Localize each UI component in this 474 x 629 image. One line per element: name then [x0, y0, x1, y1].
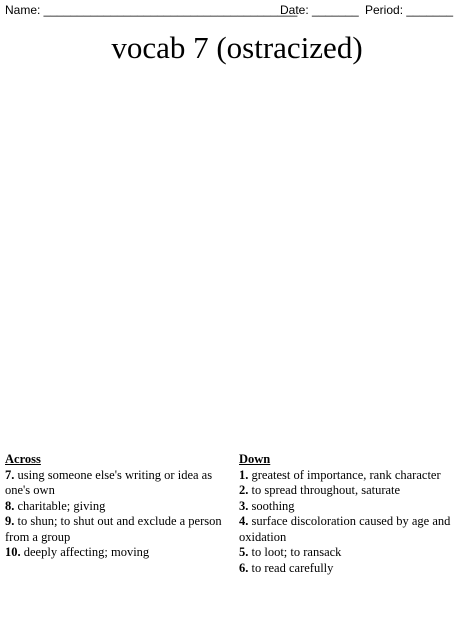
clue-item: [239, 514, 471, 545]
across-heading: Across: [5, 452, 41, 466]
across-clues: [5, 452, 225, 561]
date-field: Date: _______: [280, 3, 359, 17]
clue-item: [239, 545, 471, 561]
clue-number: 2.: [239, 483, 249, 497]
clue-text: to shun; to shut out and exclude a person from a group: [5, 514, 222, 544]
clue-number: 6.: [239, 560, 249, 575]
clue-text: soothing: [251, 498, 295, 513]
down-heading: Down: [239, 452, 271, 466]
clue-number: 7.: [5, 467, 15, 482]
clue-item: [5, 545, 225, 561]
clue-number: 9.: [5, 514, 15, 528]
clue-text: deeply affecting; moving: [23, 545, 150, 559]
clue-text: surface discoloration caused by age and oxidation: [239, 514, 451, 544]
clue-item: [239, 561, 471, 577]
name-field: Name: ______________________________________: [5, 3, 298, 17]
clue-number: 1.: [239, 467, 249, 482]
clue-number: 5.: [239, 545, 249, 559]
clue-text: greatest of importance, rank character: [251, 467, 441, 482]
clue-text: charitable; giving: [17, 498, 106, 513]
clue-text: to read carefully: [251, 560, 334, 575]
clue-item: [239, 499, 471, 515]
clue-number: 10.: [5, 545, 21, 559]
clue-item: [5, 514, 225, 545]
page-title: vocab 7 (ostracized): [111, 30, 363, 65]
clue-text: to spread throughout, saturate: [251, 483, 401, 497]
clue-text: to loot; to ransack: [251, 545, 342, 559]
clue-item: [239, 468, 471, 484]
clue-item: [5, 468, 225, 499]
down-clues: [239, 452, 471, 576]
clue-item: [239, 483, 471, 499]
clue-item: [5, 499, 225, 515]
clue-number: 8.: [5, 498, 15, 513]
clue-number: 3.: [239, 498, 249, 513]
period-field: Period: _______: [365, 3, 454, 17]
clue-number: 4.: [239, 514, 249, 528]
clue-text: using someone else's writing or idea as one's own: [5, 467, 213, 497]
